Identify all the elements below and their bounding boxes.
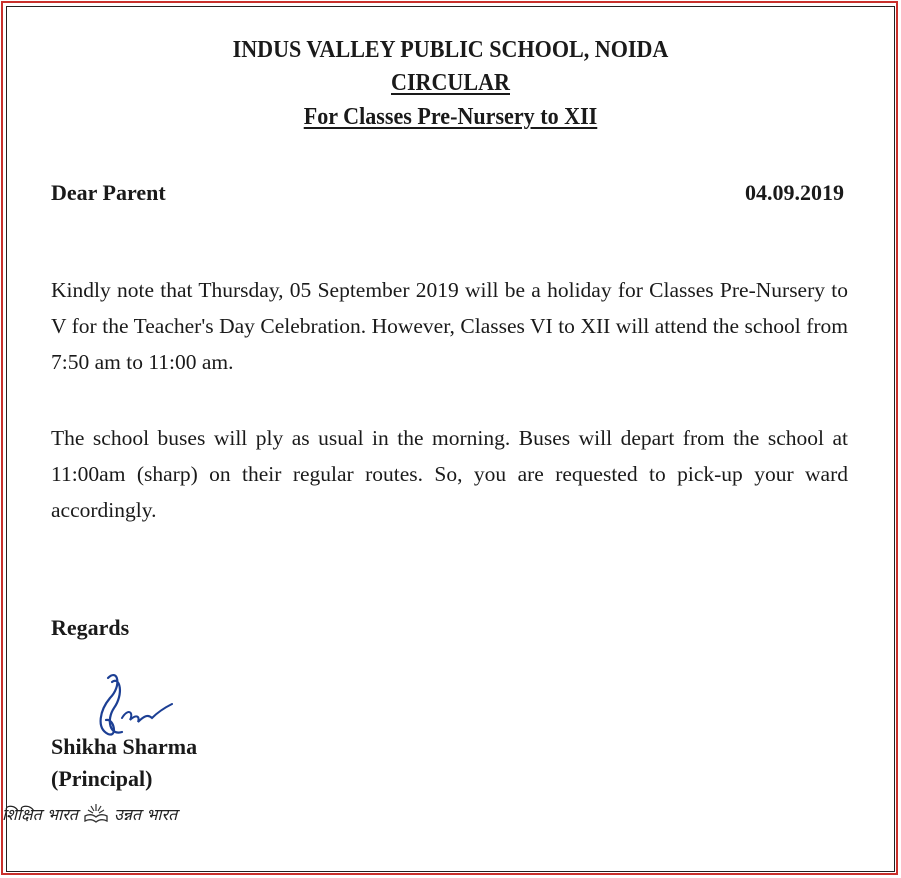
- motto-left: शिक्षित भारत: [2, 805, 78, 824]
- motto: [2, 802, 177, 825]
- circular-title-text: CIRCULAR: [391, 70, 510, 96]
- signatory-designation: (Principal): [51, 766, 153, 791]
- signatory-name: Shikha Sharma: [51, 734, 198, 759]
- audience-line: [36, 104, 865, 131]
- salutation: Dear Parent: [51, 180, 166, 205]
- closing-regards: Regards: [51, 615, 130, 640]
- audience-text: For Classes Pre-Nursery to XII: [303, 104, 598, 130]
- circular-date: 04.09.2019: [745, 180, 844, 205]
- circular-title: [36, 70, 865, 97]
- paragraph-holiday: Kindly note that Thursday, 05 September 2019 will be a holiday for Classes Pre-Nursery to V for the Teacher's Day Celebration. However, Classes VI to XII will attend the school from 7:50 am to 11:00 am.: [51, 278, 848, 374]
- school-name: INDUS VALLEY PUBLIC SCHOOL, NOIDA: [232, 37, 669, 63]
- paragraph-buses: The school buses will ply as usual in the morning. Buses will depart from the school at 11:00am (sharp) on their regular routes. So, you are requested to pick-up your ward accordingly.: [51, 426, 848, 522]
- motto-right: उन्नत भारत: [114, 805, 178, 824]
- book-lamp-icon: [83, 802, 109, 824]
